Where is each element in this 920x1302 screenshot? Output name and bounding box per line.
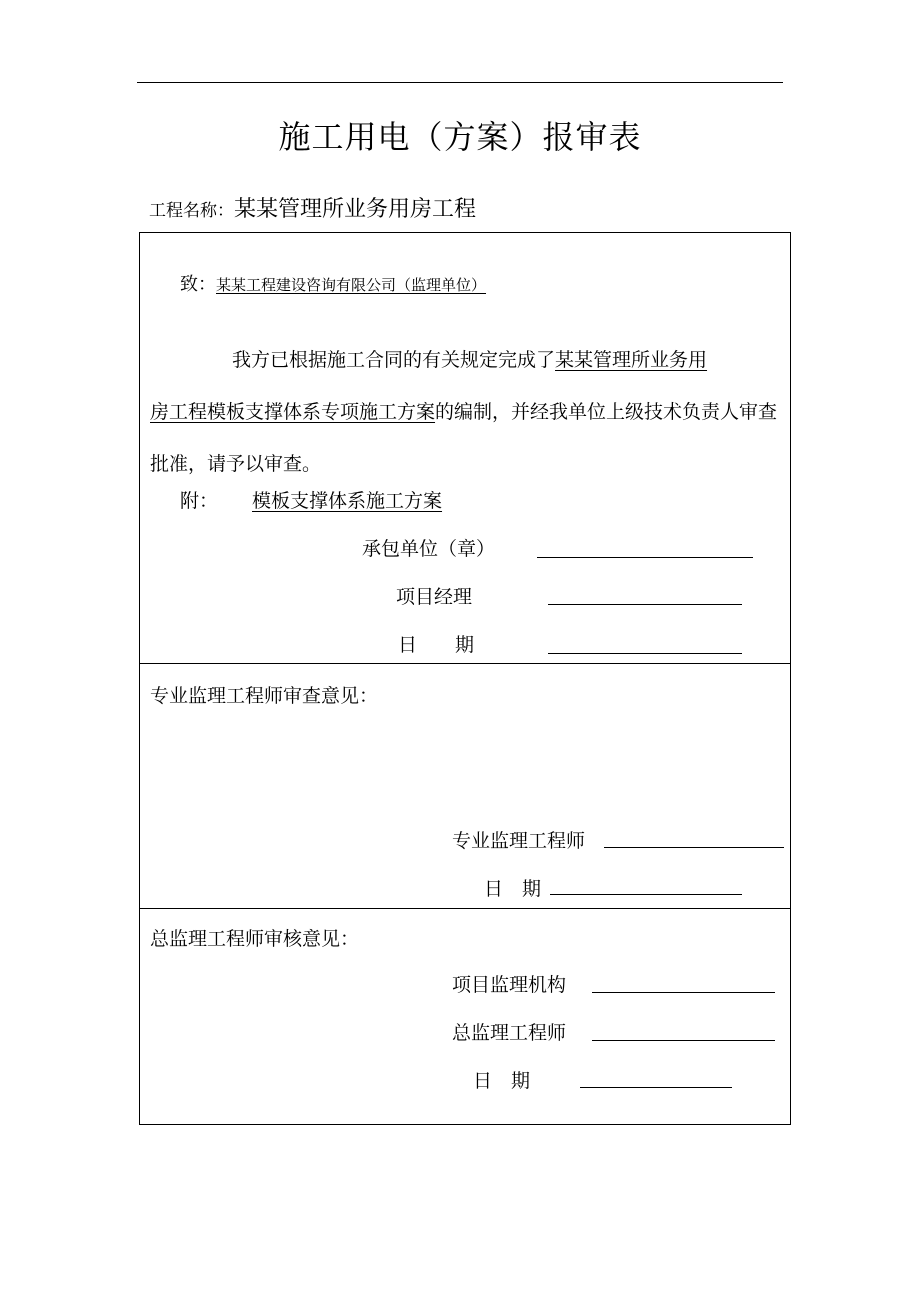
project-name-line bbox=[149, 192, 476, 223]
para-project-b: 房工程 bbox=[150, 401, 208, 423]
date-line-3 bbox=[580, 1087, 732, 1088]
engineer-label: 专业监理工程师 bbox=[452, 830, 586, 852]
org-label: 项目监理机构 bbox=[452, 974, 567, 996]
date-label-1: 日 期 bbox=[398, 634, 475, 656]
engineer-signature-line bbox=[604, 847, 784, 848]
para-project-a: 某某管理所业务用 bbox=[555, 349, 708, 371]
section-divider-2 bbox=[139, 908, 791, 909]
date-label-2: 日 期 bbox=[484, 878, 542, 900]
org-signature-line bbox=[592, 992, 775, 993]
manager-signature-line bbox=[548, 604, 742, 605]
attachment-value: 模板支撑体系施工方案 bbox=[252, 490, 443, 512]
recipient-line bbox=[180, 270, 486, 296]
chief-label: 总监理工程师 bbox=[452, 1022, 567, 1044]
contractor-label: 承包单位（章） bbox=[362, 538, 496, 560]
contractor-signature-line bbox=[537, 557, 753, 558]
page-title: 施工用电（方案）报审表 bbox=[278, 118, 642, 156]
section-divider-1 bbox=[139, 663, 791, 664]
recipient-unit: 某某工程建设咨询有限公司（监理单位） bbox=[216, 276, 487, 294]
engineer-review-heading: 专业监理工程师审查意见： bbox=[150, 685, 379, 707]
attachment-line bbox=[180, 486, 442, 513]
project-name-label: 工程名称： bbox=[149, 201, 234, 221]
date-line-1 bbox=[548, 653, 742, 654]
chief-review-heading: 总监理工程师审核意见： bbox=[150, 928, 360, 950]
date-line-2 bbox=[550, 894, 742, 895]
date-label-3: 日 期 bbox=[473, 1070, 531, 1092]
top-rule bbox=[137, 82, 783, 83]
para-item: 模板支撑体系专项施工方案 bbox=[207, 401, 436, 423]
submission-paragraph bbox=[150, 334, 790, 490]
para-lead: 我方已根据施工合同的有关规定完成了 bbox=[232, 349, 556, 371]
manager-label: 项目经理 bbox=[396, 586, 473, 608]
attachment-label: 附： bbox=[180, 490, 219, 512]
recipient-label: 致： bbox=[180, 274, 216, 295]
para-tail: 的编制，并经我单位上级技术负责人审查批准，请予以审查。 bbox=[150, 401, 778, 475]
project-name-value: 某某管理所业务用房工程 bbox=[234, 197, 477, 222]
chief-signature-line bbox=[592, 1040, 775, 1041]
